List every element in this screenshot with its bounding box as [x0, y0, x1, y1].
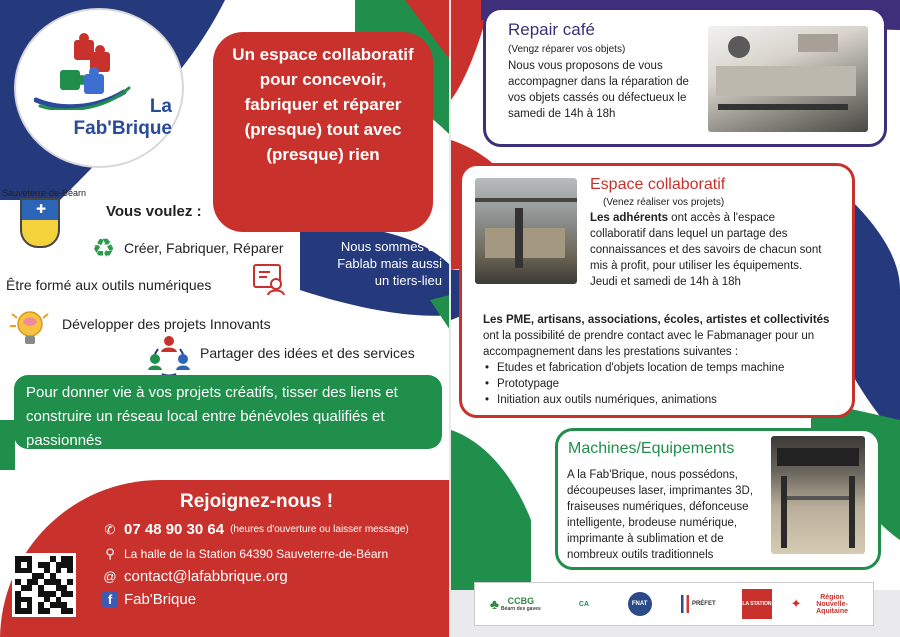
partner-name: CCBG: [507, 596, 535, 606]
tree-icon: ♣: [489, 596, 500, 612]
location-pin-icon: ⚲: [105, 546, 115, 561]
address-text: La halle de la Station 64390 Sauveterre-de-Béarn: [124, 547, 389, 561]
lightbulb-brain-icon: [8, 306, 52, 350]
facebook-name[interactable]: Fab'Brique: [124, 591, 197, 608]
region-icon: ✦: [790, 596, 802, 611]
espace-hours: Jeudi et samedi de 14h à 18h: [590, 276, 741, 288]
address-line: [102, 546, 388, 562]
machines-text: A la Fab'Brique, nous possédons, découpeuses laser, imprimantes 3D, fraiseuses numériques, défonceuse intelligente, brodeuse numérique, imprimante à sublimation et de nombreux outils traditionnels: [567, 469, 754, 561]
partner-logo-ccbg: [487, 589, 543, 619]
logo-text: [62, 96, 172, 140]
facebook-icon: f: [102, 592, 118, 607]
want-heading: Vous voulez :: [106, 203, 202, 220]
list-item: • Prototypage: [483, 376, 839, 392]
training-icon: [252, 262, 286, 296]
espace-collaboratif-subtitle: (Venez réaliser vos projets): [603, 197, 725, 208]
want-item-share: Partager des idées et des services: [200, 345, 415, 361]
espace-collaboratif-photo: [475, 178, 577, 284]
phone-number[interactable]: 07 48 90 30 64: [124, 521, 225, 538]
tagline-card: Un espace collaboratif pour concevoir, fabriquer et réparer (presque) tout avec (presque) rien: [213, 32, 433, 232]
espace-lead: Les adhérents: [590, 212, 668, 224]
logo-line1: La: [149, 96, 172, 117]
qr-code[interactable]: [12, 553, 76, 617]
repair-cafe-text: Nous vous proposons de vous accompagner dans la réparation de vos objets cassés ou défectueux le samedi de 14h à 18h: [508, 60, 689, 120]
partner-logo-ca: CA: [578, 600, 590, 608]
email-icon: @: [103, 569, 117, 584]
repair-cafe-subtitle: (Vengz réparer vos objets): [508, 44, 626, 55]
pme-lead: Les PME, artisans, associations, écoles, artistes et collectivités: [483, 314, 830, 326]
qr-code-pattern: [15, 556, 73, 614]
pme-section: [483, 312, 839, 408]
qr-module: [67, 608, 73, 614]
partner-logo-fnat: [625, 589, 655, 619]
espace-body: ont accès à l'espace collaboratif dans lequel un partage des connaissances et des savoirs de chacun sont mis à profit, pour utiliser les équipements.: [590, 212, 822, 272]
want-item-innovate: Développer des projets Innovants: [62, 316, 271, 332]
fablab-note: Nous sommes un Fablab mais aussi un tiers-lieu: [337, 239, 442, 288]
partner-logo-prefet: [673, 589, 723, 619]
partner-logo-la-station: LA STATION: [742, 589, 772, 619]
partner-name: Région Nouvelle-Aquitaine: [816, 593, 848, 615]
list-item: • Initiation aux outils numériques, animations: [483, 392, 839, 408]
espace-collaboratif-title: Espace collaboratif: [590, 176, 726, 193]
repair-cafe-photo: [708, 26, 868, 132]
phone-line: [102, 521, 409, 538]
partner-name: PRÉFET: [691, 601, 716, 607]
want-item-training: Être formé aux outils numériques: [6, 277, 212, 293]
partner-logos: [474, 582, 874, 626]
email-line: [102, 568, 288, 585]
partner-sub: Béarn des gaves: [501, 606, 541, 612]
partner-logo-nouvelle-aquitaine: [791, 589, 861, 619]
crest-cross-icon: ✚: [36, 202, 47, 216]
partner-name: FNAT: [628, 592, 652, 616]
mission-card: Pour donner vie à vos projets créatifs, tisser des liens et construire un réseau local entre bénévoles qualifiés et passionnés: [14, 375, 442, 449]
pme-text: ont la possibilité de prendre contact avec le Fabmanager pour un accompagnement dans les prestations suivantes :: [483, 330, 815, 358]
want-item-create: Créer, Fabriquer, Réparer: [124, 240, 284, 256]
repair-cafe-title: Repair café: [508, 20, 595, 39]
join-title: Rejoignez-nous !: [180, 491, 334, 512]
pme-services-list: [483, 360, 839, 408]
logo-line2: Fab'Brique: [73, 118, 172, 139]
recycle-icon: ♻: [92, 233, 116, 263]
email-address[interactable]: contact@lafabbrique.org: [124, 568, 288, 585]
machines-photo: [771, 436, 865, 554]
machines-title: Machines/Equipements: [568, 440, 735, 457]
phone-icon: ✆: [104, 521, 116, 537]
phone-note: (heures d'ouverture ou laisser message): [230, 524, 409, 535]
green-left-sliver: [0, 420, 15, 470]
town-name: Sauveterre-de-Béarn: [2, 188, 87, 198]
facebook-line: [102, 591, 196, 608]
list-item: • Etudes et fabrication d'objets location de temps machine: [483, 360, 839, 376]
sharing-people-icon: [148, 334, 190, 376]
espace-collaboratif-text: [590, 210, 830, 290]
